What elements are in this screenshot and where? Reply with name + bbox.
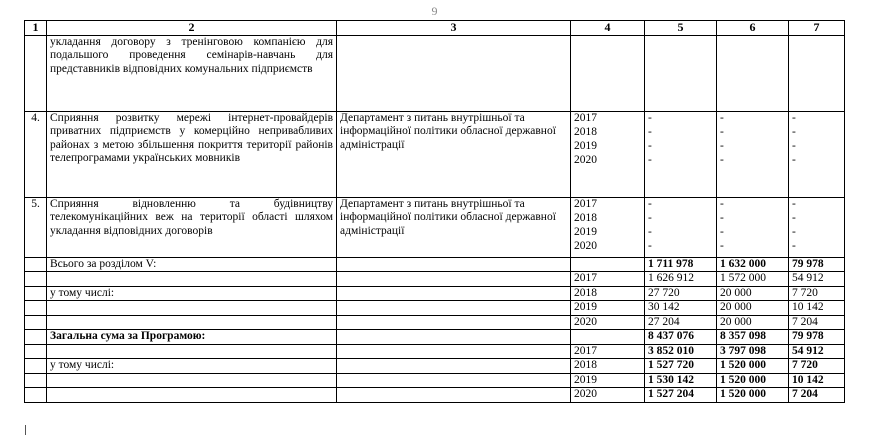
value-cell: - - - - [717,111,789,197]
value-cell: 27 204 [645,315,717,330]
table-row [25,344,845,359]
value-cell: - - - - [717,197,789,257]
page-number: 9 [431,4,438,18]
years-cell: 2017 2018 2019 2020 [571,197,645,257]
table-row [25,373,845,388]
value-cell: 20 000 [717,301,789,316]
value-cell: 1 520 000 [717,359,789,374]
year-cell: 2020 [571,388,645,403]
table-row [25,315,845,330]
program-total-label: Загальна сума за Програмою: [47,330,337,345]
table-row [25,35,845,111]
year-cell: 2017 [571,272,645,287]
value-cell: 20 000 [717,315,789,330]
value-cell: 20 000 [717,286,789,301]
value-cell: 1 626 912 [645,272,717,287]
column-header: 5 [645,21,717,36]
subtotal-label: у тому числі: [47,359,337,374]
value-cell: 54 912 [789,344,845,359]
total-value: 79 978 [789,257,845,272]
total-value: 8 437 076 [645,330,717,345]
value-cell: 1 527 204 [645,388,717,403]
measure-cell: укладання договору з тренінговою компанією для подальшого проведення семінарів-навчань для представників відповідних комунальних підприємств [47,35,337,111]
year-cell: 2019 [571,373,645,388]
value-cell: 7 720 [789,286,845,301]
measure-cell: Сприяння розвитку мережі інтернет-провайдерів приватних підприємств у комерційно непривабливих районах з метою збільшення покриття території районів телепрограмами українських мовників [47,111,337,197]
year-cell: 2019 [571,301,645,316]
total-value: 1 632 000 [717,257,789,272]
program-total-row [25,330,845,345]
executor-cell: Департамент з питань внутрішньої та інформаційної політики обласної державної адміністрації [337,111,571,197]
value-cell: - - - - [789,197,845,257]
value-cell: 1 572 000 [717,272,789,287]
total-value: 8 357 098 [717,330,789,345]
value-cell: 1 520 000 [717,373,789,388]
year-cell: 2018 [571,359,645,374]
table-row [25,272,845,287]
column-header: 7 [789,21,845,36]
program-table [24,20,845,403]
year-cell: 2018 [571,286,645,301]
subtotal-label: у тому числі: [47,286,337,301]
value-cell: 54 912 [789,272,845,287]
year-cell: 2020 [571,315,645,330]
table-row [25,388,845,403]
total-value: 1 711 978 [645,257,717,272]
measure-cell: Сприяння відновленню та будівництву телекомунікаційних веж на території області шляхом укладання відповідних договорів [47,197,337,257]
header-row [25,21,845,36]
value-cell: 1 520 000 [717,388,789,403]
value-cell: 30 142 [645,301,717,316]
value-cell: 7 204 [789,388,845,403]
column-header: 6 [717,21,789,36]
value-cell: 3 852 010 [645,344,717,359]
column-header: 2 [47,21,337,36]
table-row [25,301,845,316]
table-row [25,197,845,257]
value-cell: 1 530 142 [645,373,717,388]
column-header: 4 [571,21,645,36]
table-row [25,111,845,197]
column-header: 1 [25,21,47,36]
item-number: 4. [25,111,47,197]
value-cell: - - - - [645,197,717,257]
section-total-label: Всього за розділом V: [47,257,337,272]
table-row [25,359,845,374]
year-cell: 2017 [571,344,645,359]
value-cell: - - - - [645,111,717,197]
value-cell: 10 142 [789,373,845,388]
value-cell: 3 797 098 [717,344,789,359]
value-cell: 27 720 [645,286,717,301]
executor-cell: Департамент з питань внутрішньої та інформаційної політики обласної державної адміністрації [337,197,571,257]
value-cell: - - - - [789,111,845,197]
total-value: 79 978 [789,330,845,345]
section-total-row [25,257,845,272]
text-cursor [25,425,26,435]
value-cell: 7 204 [789,315,845,330]
item-number: 5. [25,197,47,257]
value-cell: 10 142 [789,301,845,316]
value-cell: 7 720 [789,359,845,374]
column-header: 3 [337,21,571,36]
value-cell: 1 527 720 [645,359,717,374]
table-row [25,286,845,301]
years-cell: 2017 2018 2019 2020 [571,111,645,197]
